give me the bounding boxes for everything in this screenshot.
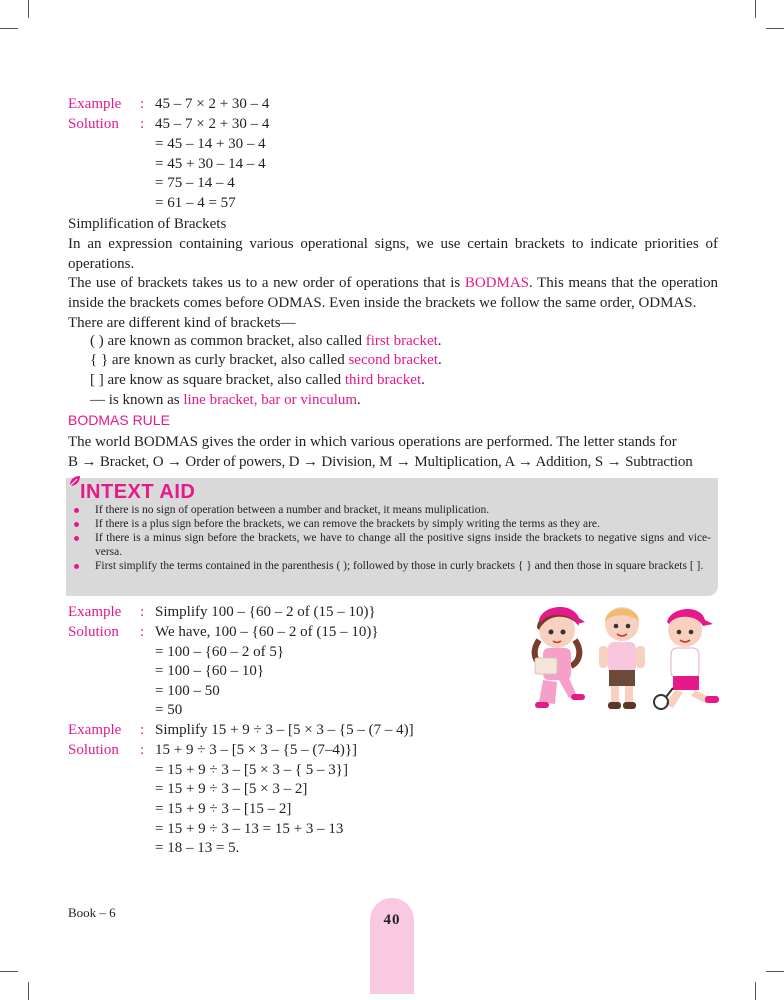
example-expression: 45 – 7 × 2 + 30 – 4 (155, 96, 270, 112)
crop-mark (28, 0, 29, 18)
example-label: Example (68, 604, 122, 620)
girl-figure (535, 607, 585, 708)
aid-item: If there is a plus sign before the brackets, we can remove the brackets by simply writing the terms as they are. (95, 518, 600, 530)
crop-mark (0, 971, 18, 972)
solution-first-step: 45 – 7 × 2 + 30 – 4 (155, 116, 270, 132)
paragraph: The world BODMAS gives the order in which various operations are performed. The letter stands for (68, 434, 677, 450)
section-heading: Simplification of Brackets (68, 216, 227, 232)
solution-step: = 75 – 14 – 4 (155, 175, 235, 191)
aid-item: If there is a minus sign before the brackets, we have to change all the positive signs inside the brackets to negative signs and vice-versa. (95, 532, 711, 558)
solution-step: = 100 – {60 – 10} (155, 663, 265, 679)
solution-step: = 15 + 9 ÷ 3 – 13 = 15 + 3 – 13 (155, 821, 344, 837)
solution-label: Solution (68, 742, 119, 758)
paragraph: In an expression containing various operational signs, we use certain brackets to indicate priorities of operations. (68, 236, 718, 272)
bullet (74, 508, 79, 513)
solution-step: = 18 – 13 = 5. (155, 840, 240, 856)
bullet (74, 522, 79, 527)
solution-label: Solution (68, 116, 119, 132)
crop-mark (766, 971, 784, 972)
aid-item: First simplify the terms contained in the parenthesis ( ); followed by those in curly brackets { } and then those in square brackets [ ]. (95, 560, 704, 572)
colon: : (140, 96, 145, 112)
example-expression: Simplify 100 – {60 – 2 of (15 – 10)} (155, 604, 376, 620)
solution-step: = 100 – {60 – 2 of 5} (155, 644, 285, 660)
section-heading: BODMAS RULE (68, 412, 170, 428)
solution-first-step: 15 + 9 ÷ 3 – [5 × 3 – {5 – (7–4)}] (155, 742, 358, 758)
example-label: Example (68, 722, 122, 738)
paragraph: There are different kind of brackets— (68, 315, 296, 331)
solution-step: = 15 + 9 ÷ 3 – [5 × 3 – { 5 – 3}] (155, 762, 349, 778)
boy-figure (599, 607, 645, 709)
colon: : (140, 624, 145, 640)
colon: : (140, 604, 145, 620)
bracket-item: ( ) are known as common bracket, also called first bracket. (90, 333, 442, 349)
aid-item: If there is no sign of operation between a number and bracket, it means muliplication. (95, 504, 490, 516)
solution-step: = 50 (155, 702, 183, 718)
solution-label: Solution (68, 624, 119, 640)
crop-mark (0, 28, 18, 29)
page-number: 40 (383, 912, 401, 928)
boy-magnifier-figure (654, 609, 719, 709)
crop-mark (755, 982, 756, 1000)
solution-first-step: We have, 100 – {60 – 2 of (15 – 10)} (155, 624, 379, 640)
intext-aid-title: INTEXT AID (80, 481, 196, 503)
bracket-item: { } are known as curly bracket, also called second bracket. (90, 352, 442, 368)
bodmas-highlight: BODMAS (464, 275, 530, 291)
bullet (74, 564, 79, 569)
solution-step: = 45 – 14 + 30 – 4 (155, 136, 266, 152)
example-label: Example (68, 96, 122, 112)
paragraph: B → Bracket, O → Order of powers, D → Division, M → Multiplication, A → Addition, S → Subtraction (68, 454, 693, 470)
solution-step: = 45 + 30 – 14 – 4 (155, 156, 266, 172)
children-illustration (525, 600, 720, 718)
colon: : (140, 742, 145, 758)
colon: : (140, 116, 145, 132)
solution-step: = 61 – 4 = 57 (155, 195, 236, 211)
crop-mark (766, 28, 784, 29)
solution-step: = 15 + 9 ÷ 3 – [15 – 2] (155, 801, 292, 817)
crop-mark (755, 0, 756, 18)
paragraph: The use of brackets takes us to a new order of operations that is BODMAS. This means that the operation inside the brackets comes before ODMAS. Even inside the brackets we follow the same order, ODMAS. (68, 275, 718, 311)
colon: : (140, 722, 145, 738)
solution-step: = 15 + 9 ÷ 3 – [5 × 3 – 2] (155, 781, 308, 797)
bracket-item: [ ] are know as square bracket, also called third bracket. (90, 372, 425, 388)
example-expression: Simplify 15 + 9 ÷ 3 – [5 × 3 – {5 – (7 – 4)] (155, 722, 414, 738)
bullet (74, 536, 79, 541)
solution-step: = 100 – 50 (155, 683, 220, 699)
bracket-item: — is known as line bracket, bar or vinculum. (90, 392, 361, 408)
crop-mark (28, 982, 29, 1000)
book-label: Book – 6 (68, 905, 116, 920)
